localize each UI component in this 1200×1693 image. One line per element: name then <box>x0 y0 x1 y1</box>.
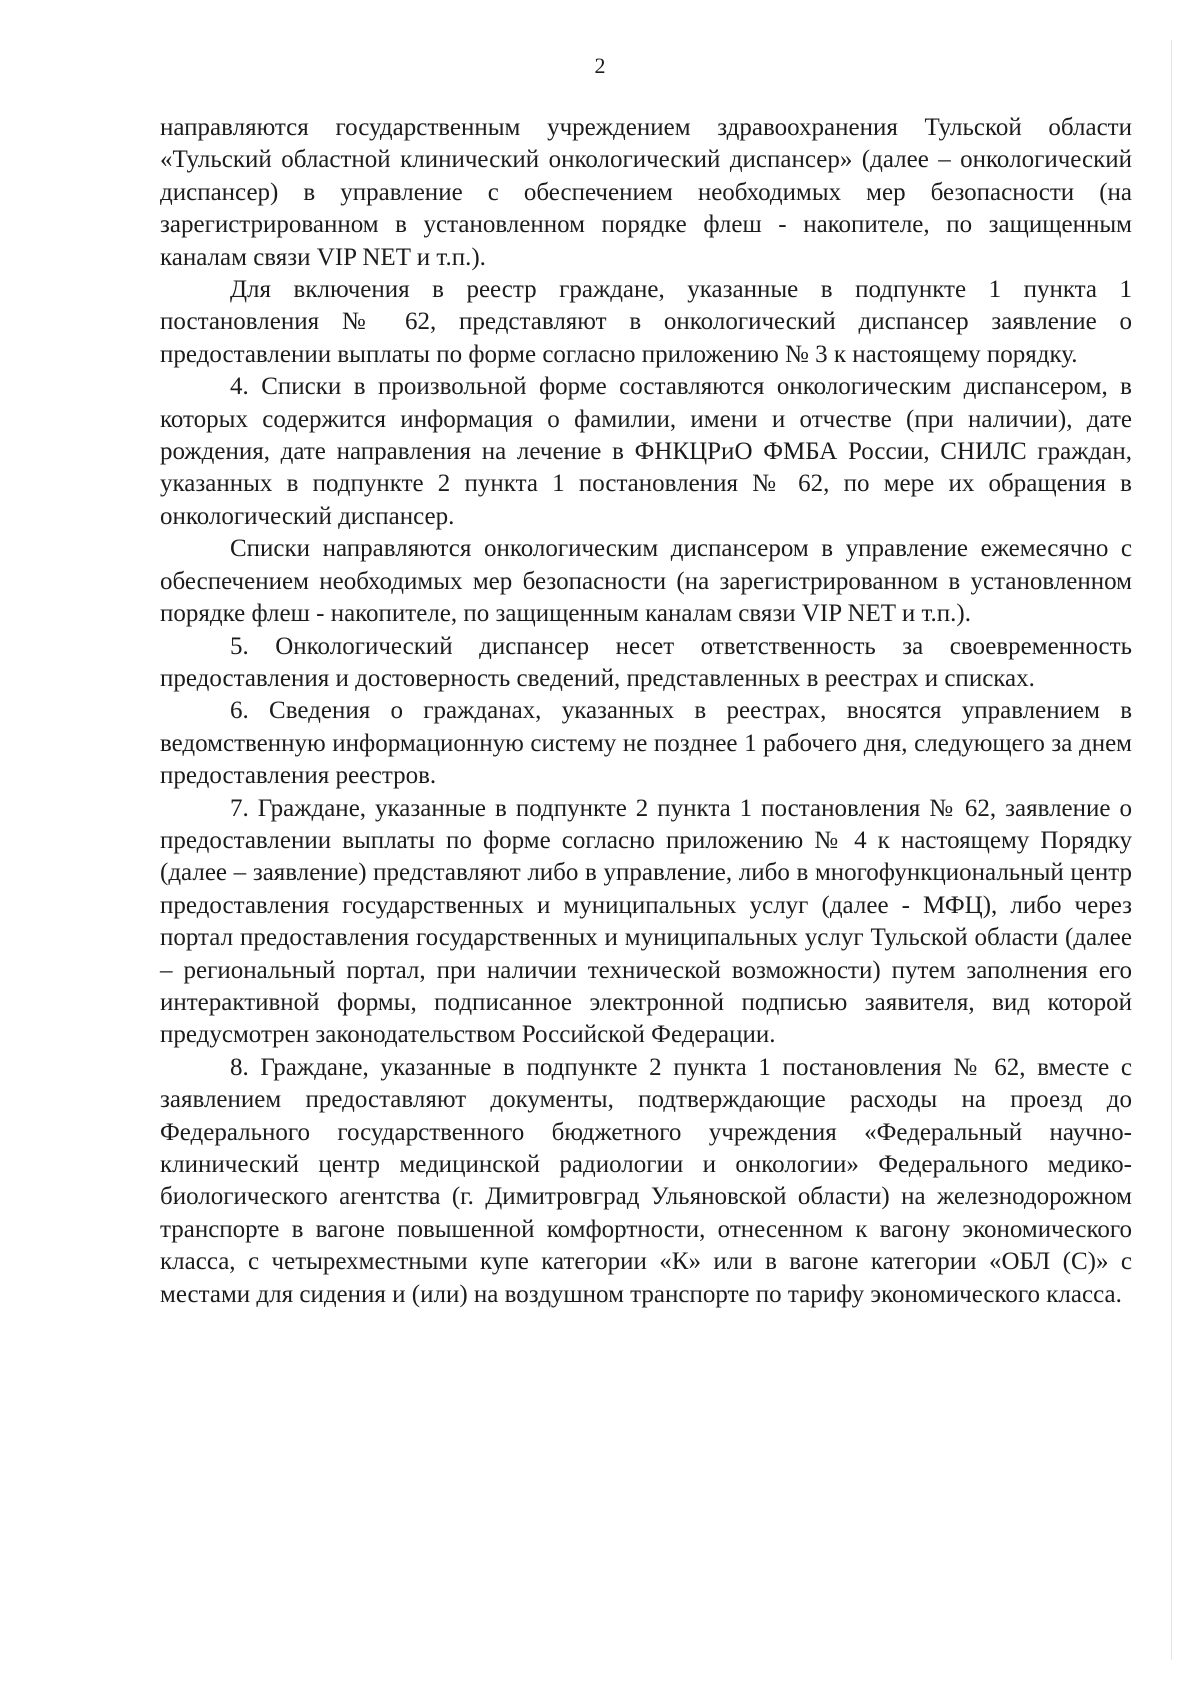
paragraph-item-7: 7. Граждане, указанные в подпункте 2 пункта 1 постановления № 62, заявление о предоставлении выплаты по форме согласно приложению № 4 к настоящему Порядку (далее – заявление) представляют либо в управление, либо в многофункциональный центр предоставления государственных и муниципальных услуг (далее - МФЦ), либо через портал предоставления государственных и муниципальных услуг Тульской области (далее – региональный портал, при наличии технической возможности) путем заполнения его интерактивной формы, подписанное электронной подписью заявителя, вид которой предусмотрен законодательством Российской Федерации. <box>160 794 1132 1049</box>
paragraph-item-4: 4. Списки в произвольной форме составляются онкологическим диспансером, в которых содержится информация о фамилии, имени и отчестве (при наличии), дате рождения, дате направления на лечение в ФНКЦРиО ФМБА России, СНИЛС граждан, указанных в подпункте 2 пункта 1 постановления № 62, по мере их обращения в онкологический диспансер. <box>160 373 1132 530</box>
scan-edge-line <box>1171 40 1172 1660</box>
paragraph-registry-inclusion: Для включения в реестр граждане, указанные в подпункте 1 пункта 1 постановления № 62, представляют в онкологический диспансер заявление о предоставлении выплаты по форме согласно приложению № 3 к настоящему порядку. <box>160 276 1132 368</box>
paragraph-lists-sending: Списки направляются онкологическим диспансером в управление ежемесячно с обеспечением необходимых мер безопасности (на зарегистрированном в установленном порядке флеш - накопителе, по защищенным каналам связи VIP NET и т.п.). <box>160 535 1132 628</box>
paragraph-continuation: направляются государственным учреждением здравоохранения Тульской области «Тульский областной клинический онкологический диспансер» (далее – онкологический диспансер) в управление с обеспечением необходимых мер безопасности (на зарегистрированном в установленном порядке флеш - накопителе, по защищенным каналам связи VIP NET и т.п.). <box>160 114 1132 271</box>
paragraph-item-6: 6. Сведения о гражданах, указанных в реестрах, вносятся управлением в ведомственную информационную систему не позднее 1 рабочего дня, следующего за днем предоставления реестров. <box>160 697 1132 790</box>
paragraph-item-8: 8. Граждане, указанные в подпункте 2 пункта 1 постановления № 62, вместе с заявлением предоставляют документы, подтверждающие расходы на проезд до Федерального государственного бюджетного учреждения «Федеральный научно-клинический центр медицинской радиологии и онкологии» Федерального медико-биологического агентства (г. Димитровград Ульяновской области) на железнодорожном транспорте в вагоне повышенной комфортности, отнесенном к вагону экономического класса, с четырехместными купе категории «К» или в вагоне категории «ОБЛ (С)» с местами для сидения и (или) на воздушном транспорте по тарифу экономического класса. <box>160 1053 1132 1308</box>
document-body <box>160 112 1132 1311</box>
paragraph-item-5: 5. Онкологический диспансер несет ответственность за своевременность предоставления и достоверность сведений, представленных в реестрах и списках. <box>160 632 1132 692</box>
page-number: 2 <box>594 53 606 78</box>
